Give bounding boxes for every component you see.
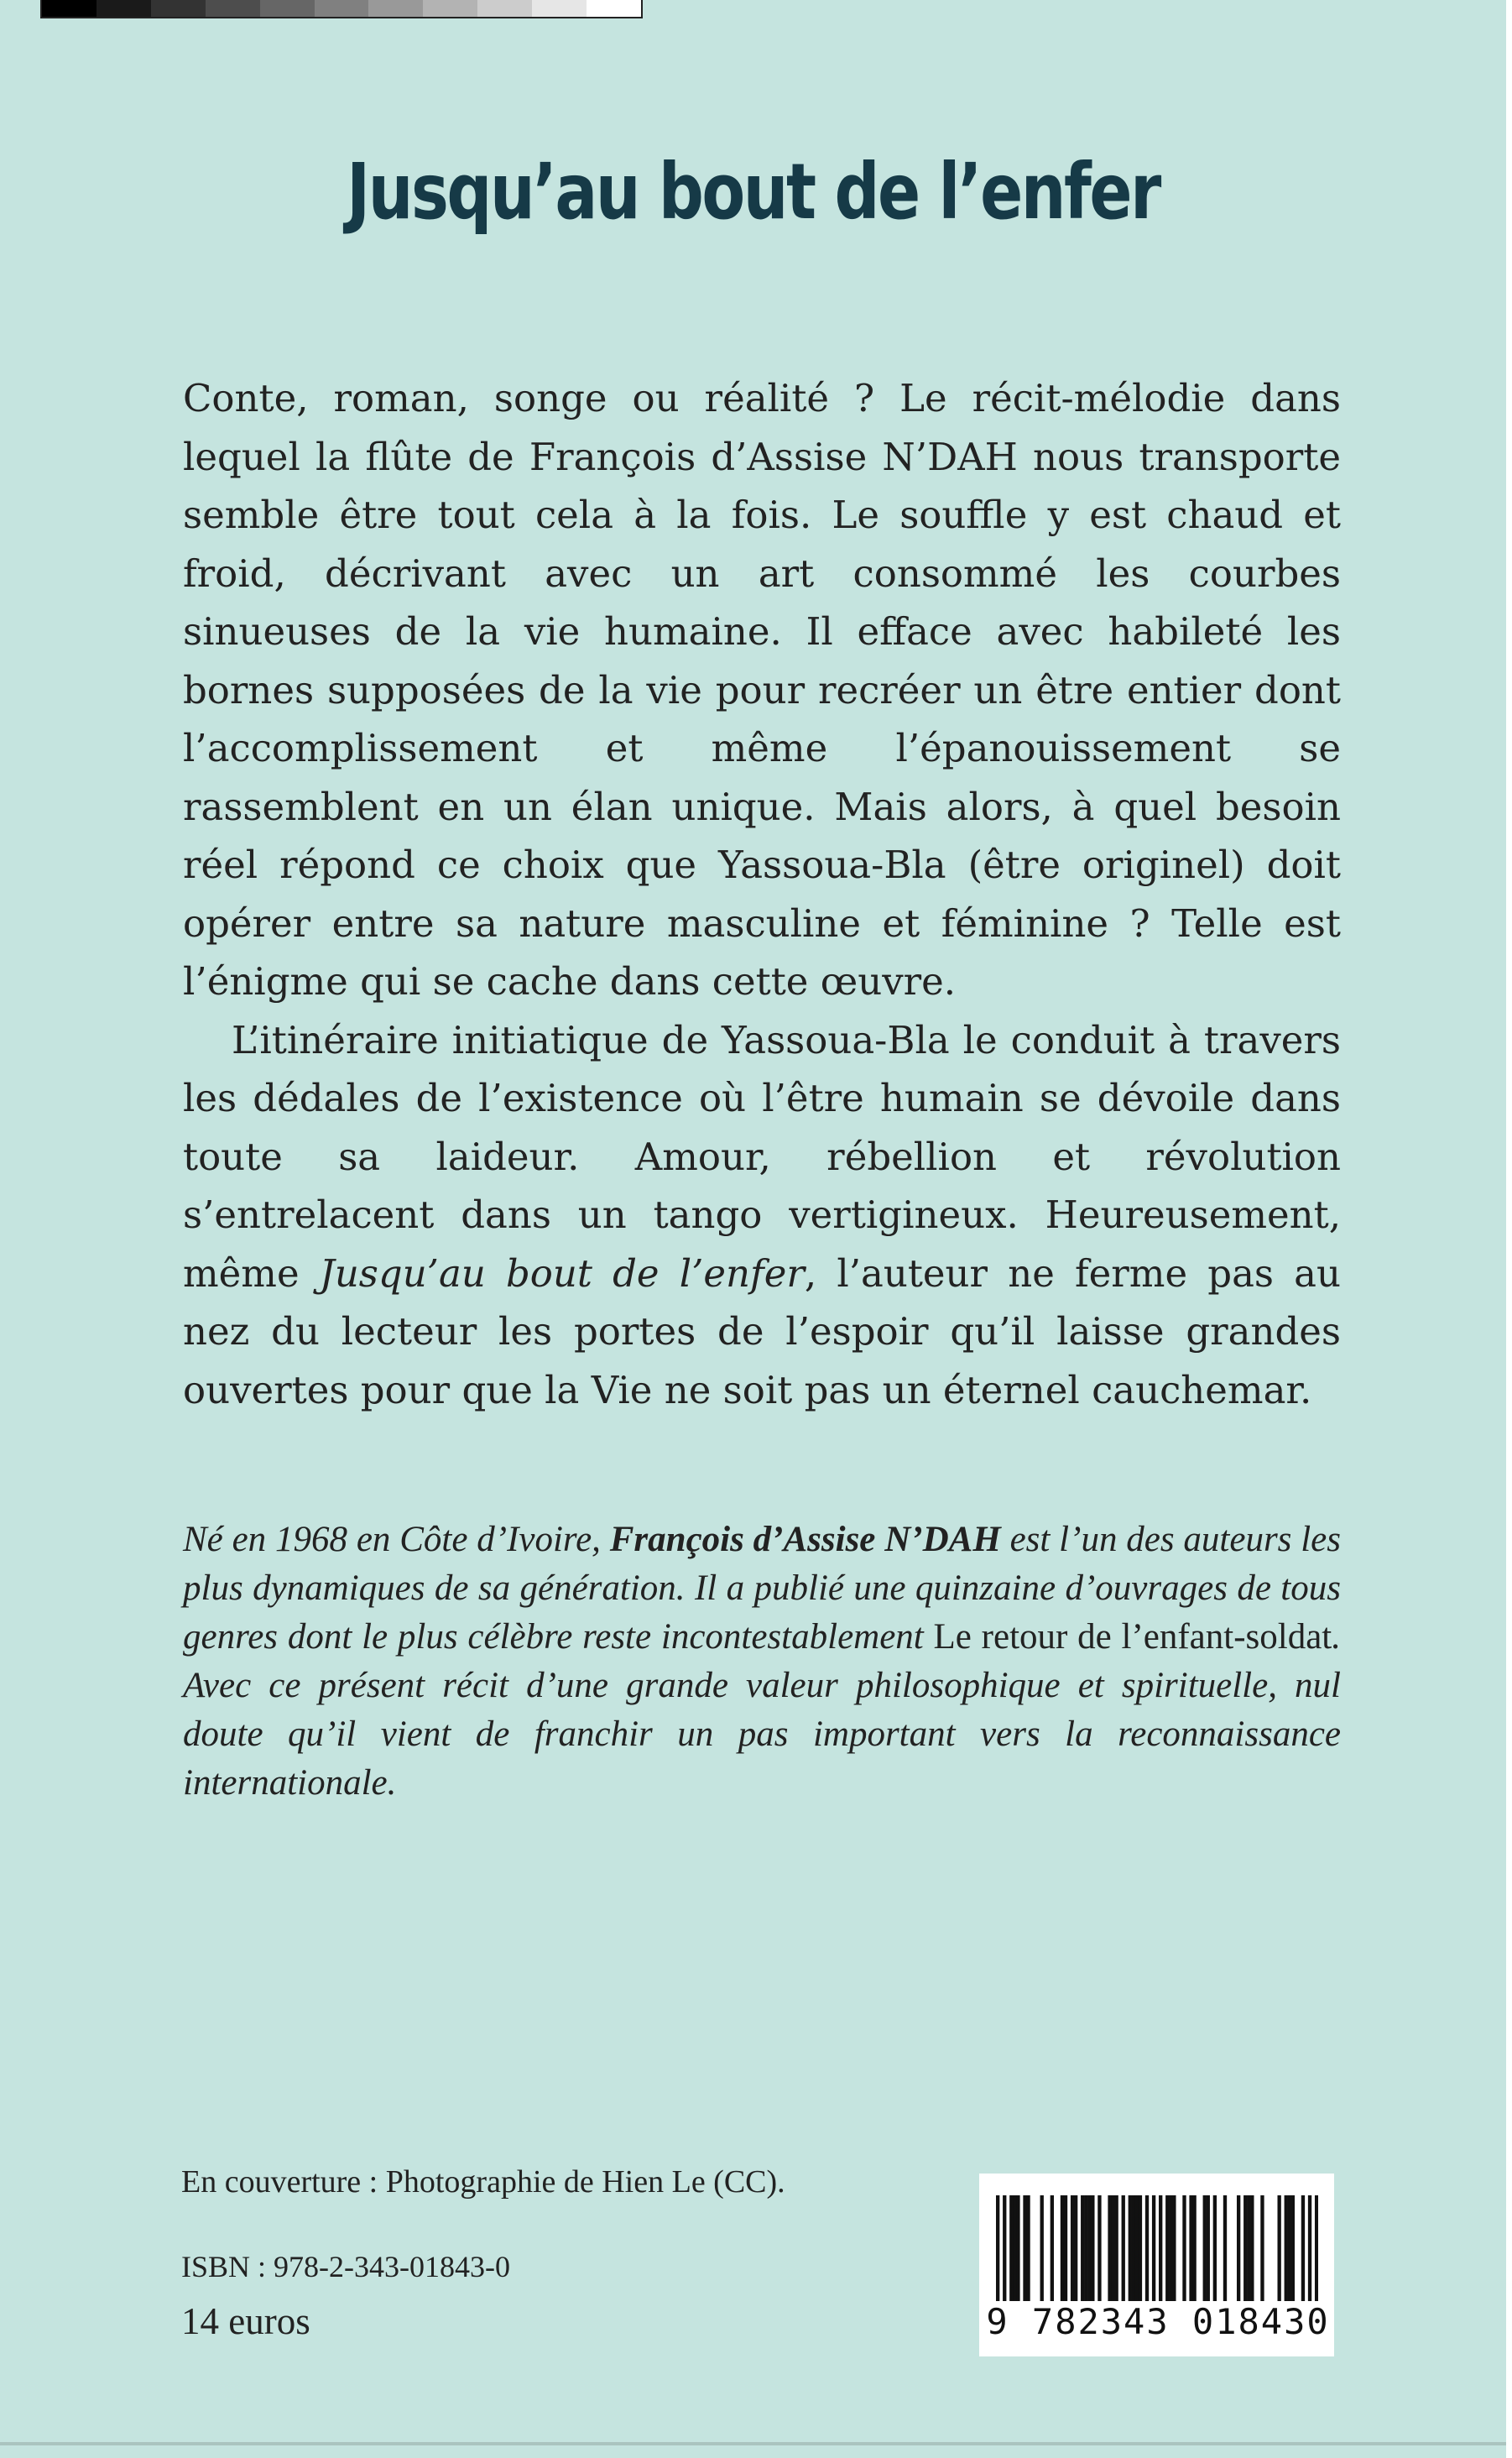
barcode-bar bbox=[1091, 2195, 1094, 2301]
barcode-bar bbox=[1285, 2195, 1288, 2301]
colorbar-swatch bbox=[477, 0, 532, 17]
bio-text-2: est l’un des auteurs les plus dynamiques de sa génération. Il a publié une quinzaine d’ouvrages de tous genres dont le plus célèbre reste incontestablement bbox=[183, 1520, 1341, 1657]
blurb-paragraph-1: Conte, roman, songe ou réalité ? Le récit-mélodie dans lequel la flûte de François d’Assise N’DAH nous transporte semble être tout cela à la fois. Le souffle y est chaud et froid, décrivant avec un art consommé les courbes sinueuses de la vie humaine. Il efface avec habileté les bornes supposées de la vie pour recréer un être entier dont l’accomplissement et même l’épanouissement se rassemblent en un élan unique. Mais alors, à quel besoin réel répond ce choix que Yassoua-Bla (être originel) doit opérer entre sa nature masculine et féminine ? Telle est l’énigme qui se cache dans cette œuvre. bbox=[183, 376, 1341, 1004]
barcode-bar bbox=[1250, 2195, 1254, 2301]
barcode-bar bbox=[1315, 2195, 1318, 2301]
barcode-bar bbox=[1071, 2195, 1074, 2301]
barcode-bar bbox=[1026, 2195, 1030, 2301]
bio-text-3: . Avec ce présent récit d’une grande valeur philosophique et spirituelle, nul doute qu’il vient de franchir un pas important vers la reconnaissance internationale. bbox=[183, 1617, 1342, 1803]
colorbar-swatch bbox=[151, 0, 206, 17]
cover-photo-credit: En couverture : Photographie de Hien Le (CC). bbox=[181, 2164, 785, 2200]
barcode-digits: 9 782343 018430 bbox=[986, 2301, 1330, 2342]
barcode-bar bbox=[1308, 2195, 1311, 2301]
barcode-bar bbox=[1145, 2195, 1149, 2301]
bio-text-1: Né en 1968 en Côte d’Ivoire, bbox=[183, 1520, 610, 1559]
colorbar-swatch bbox=[368, 0, 423, 17]
barcode-bar bbox=[1288, 2195, 1291, 2301]
barcode-bar bbox=[996, 2195, 999, 2301]
barcode-bar bbox=[1084, 2195, 1087, 2301]
colorbar-swatch bbox=[587, 0, 641, 17]
barcode-bar bbox=[1122, 2195, 1125, 2301]
colorbar-swatch bbox=[42, 0, 96, 17]
barcode-bar bbox=[1087, 2195, 1091, 2301]
barcode-bar bbox=[1301, 2195, 1305, 2301]
barcode-bar bbox=[1064, 2195, 1067, 2301]
book-title: Jusqu’au bout de l’enfer bbox=[347, 147, 1160, 237]
barcode-bar bbox=[1243, 2195, 1247, 2301]
barcode-bar bbox=[1081, 2195, 1084, 2301]
colorbar-swatch bbox=[206, 0, 260, 17]
barcode-bar bbox=[1074, 2195, 1077, 2301]
barcode-bar bbox=[1247, 2195, 1250, 2301]
bottom-trim-strip bbox=[0, 2442, 1506, 2445]
barcode-bar bbox=[1129, 2195, 1132, 2301]
barcode-bar bbox=[1132, 2195, 1135, 2301]
barcode-bars bbox=[996, 2195, 1318, 2301]
barcode-bar bbox=[1040, 2195, 1044, 2301]
barcode-bar bbox=[1165, 2195, 1169, 2301]
barcode-bar bbox=[1169, 2195, 1172, 2301]
barcode-bar bbox=[1013, 2195, 1016, 2301]
color-calibration-bar bbox=[40, 0, 643, 18]
barcode-bar bbox=[1277, 2195, 1280, 2301]
barcode-bar bbox=[1111, 2195, 1114, 2301]
page-right-edge bbox=[1506, 0, 1512, 2458]
barcode-bar bbox=[1135, 2195, 1139, 2301]
barcode-bar bbox=[1192, 2195, 1196, 2301]
back-cover-blurb bbox=[183, 369, 1341, 1419]
barcode-bar bbox=[1291, 2195, 1295, 2301]
barcode-bar bbox=[1182, 2195, 1186, 2301]
barcode-bar bbox=[1108, 2195, 1111, 2301]
barcode-bar bbox=[1098, 2195, 1101, 2301]
colorbar-swatch bbox=[423, 0, 477, 17]
barcode-bar bbox=[1152, 2195, 1155, 2301]
bio-author-name: François d’Assise N’DAH bbox=[609, 1520, 1001, 1559]
price-text: 14 euros bbox=[181, 2300, 310, 2342]
colorbar-swatch bbox=[315, 0, 369, 17]
barcode-bar bbox=[1237, 2195, 1240, 2301]
barcode-bar bbox=[1061, 2195, 1064, 2301]
barcode-bar bbox=[1139, 2195, 1142, 2301]
blurb-paragraph-2 bbox=[183, 1011, 1341, 1420]
barcode-bar bbox=[1203, 2195, 1207, 2301]
colorbar-swatch bbox=[260, 0, 315, 17]
barcode-bar bbox=[1189, 2195, 1192, 2301]
barcode-bar bbox=[1213, 2195, 1217, 2301]
barcode-bar bbox=[1023, 2195, 1026, 2301]
barcode-bar bbox=[1159, 2195, 1162, 2301]
barcode-bar bbox=[1172, 2195, 1176, 2301]
barcode-bar bbox=[1009, 2195, 1013, 2301]
isbn-barcode bbox=[979, 2174, 1334, 2356]
blurb-p2-text-start: L’itinéraire initiatique de Yassoua-Bla le conduit à travers les dédales de l’existence où l’être humain se dévoile dans toute sa laideur. Amour, rébellion et révolution s’entrelacent dans un tango vertigineux. Heureusement, même bbox=[183, 1017, 1341, 1296]
bio-book-title: Le retour de l’enfant-soldat bbox=[933, 1617, 1332, 1657]
isbn-text: ISBN : 978-2-343-01843-0 bbox=[181, 2250, 510, 2283]
barcode-bar bbox=[1114, 2195, 1118, 2301]
colorbar-swatch bbox=[96, 0, 151, 17]
barcode-bar bbox=[1051, 2195, 1054, 2301]
author-bio bbox=[183, 1516, 1341, 1808]
blurb-title-reference: Jusqu’au bout de l’enfer bbox=[319, 1250, 805, 1296]
barcode-bar bbox=[1003, 2195, 1006, 2301]
barcode-bar bbox=[1260, 2195, 1264, 2301]
barcode-bar bbox=[1223, 2195, 1227, 2301]
barcode-bar bbox=[1016, 2195, 1019, 2301]
colorbar-swatch bbox=[532, 0, 587, 17]
blurb-p2-text-end: , l’auteur ne ferme pas au nez du lecteur les portes de l’espoir qu’il laisse grandes ouvertes pour que la Vie ne soit pas un éternel cauchemar. bbox=[183, 1250, 1341, 1412]
barcode-bar bbox=[1207, 2195, 1210, 2301]
